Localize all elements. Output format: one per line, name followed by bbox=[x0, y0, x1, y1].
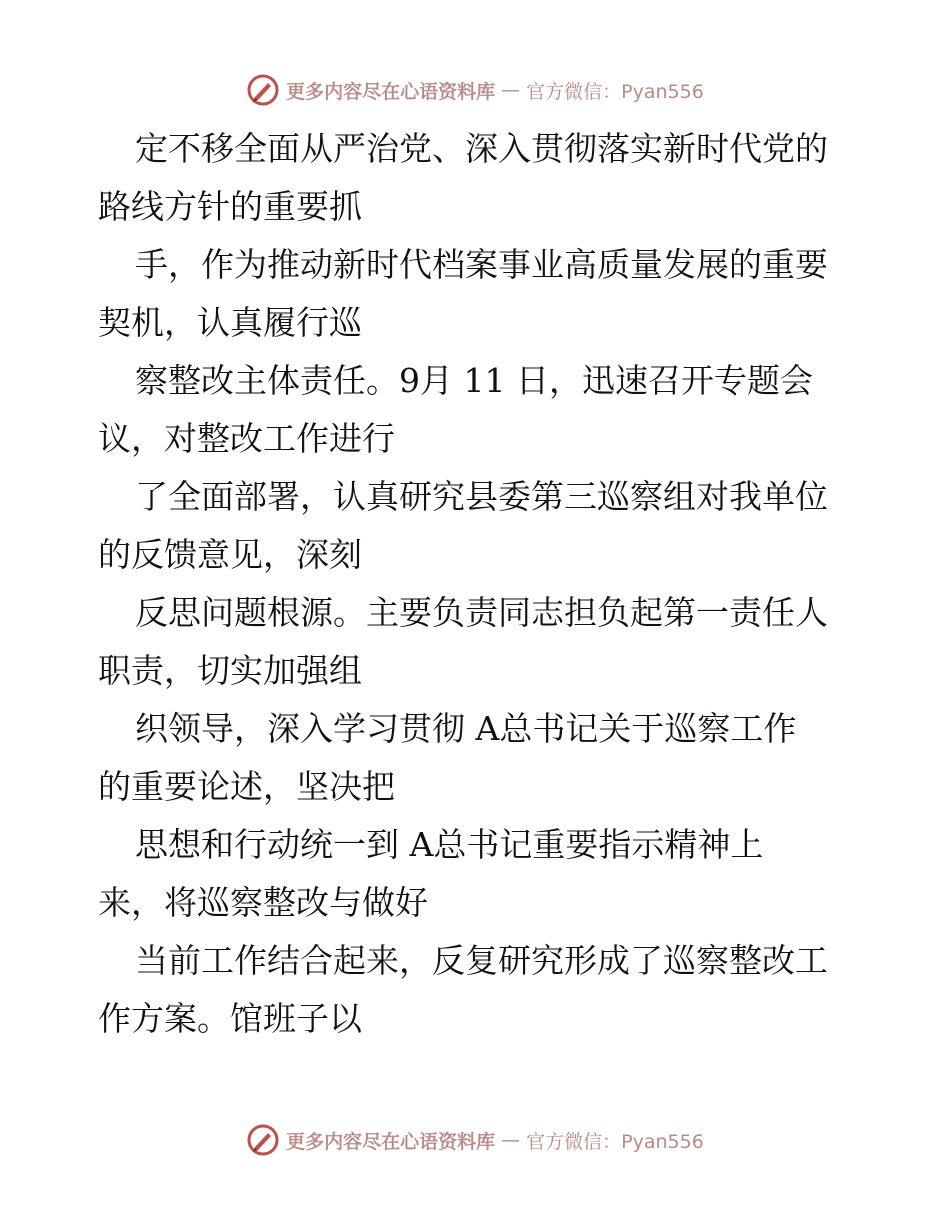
watermark-separator: — bbox=[501, 1129, 521, 1151]
watermark-contact: 官方微信：Pyan556 bbox=[526, 1130, 704, 1153]
watermark-brand: 更多内容尽在心语资料库 bbox=[286, 80, 496, 103]
watermark-brand: 更多内容尽在心语资料库 bbox=[286, 1130, 496, 1153]
paragraph bbox=[98, 584, 858, 700]
paragraph-line: 契机，认真履行巡 bbox=[98, 303, 362, 342]
pen-logo-icon bbox=[246, 1123, 280, 1157]
header-watermark bbox=[0, 70, 950, 110]
paragraph bbox=[98, 120, 858, 236]
paragraph-line: 手，作为推动新时代档案事业高质量发展的重要 bbox=[135, 245, 828, 284]
watermark-contact: 官方微信：Pyan556 bbox=[526, 80, 704, 103]
paragraph-line: 察整改主体责任。9月 11 日，迅速召开专题会 bbox=[135, 361, 813, 400]
paragraph-line: 当前工作结合起来，反复研究形成了巡察整改工 bbox=[135, 941, 828, 980]
paragraph-line: 的重要论述，坚决把 bbox=[98, 767, 395, 806]
paragraph-line: 了全面部署，认真研究县委第三巡察组对我单位 bbox=[135, 477, 828, 516]
paragraph bbox=[98, 236, 858, 352]
paragraph-line: 定不移全面从严治党、深入贯彻落实新时代党的 bbox=[135, 129, 828, 168]
watermark-separator: — bbox=[501, 79, 521, 101]
paragraph bbox=[98, 700, 858, 816]
document-body bbox=[98, 120, 858, 1048]
paragraph-line: 路线方针的重要抓 bbox=[98, 187, 362, 226]
paragraph-line: 作方案。馆班子以 bbox=[98, 999, 362, 1038]
pen-logo-icon bbox=[246, 73, 280, 107]
paragraph-line: 来，将巡察整改与做好 bbox=[98, 883, 428, 922]
paragraph-line: 的反馈意见，深刻 bbox=[98, 535, 362, 574]
paragraph-line: 思想和行动统一到 A总书记重要指示精神上 bbox=[135, 825, 764, 864]
paragraph bbox=[98, 468, 858, 584]
footer-watermark bbox=[0, 1120, 950, 1160]
paragraph-line: 职责，切实加强组 bbox=[98, 651, 362, 690]
paragraph bbox=[98, 932, 858, 1048]
paragraph bbox=[98, 352, 858, 468]
paragraph-line: 反思问题根源。主要负责同志担负起第一责任人 bbox=[135, 593, 828, 632]
paragraph-line: 织领导，深入学习贯彻 A总书记关于巡察工作 bbox=[135, 709, 797, 748]
paragraph-line: 议，对整改工作进行 bbox=[98, 419, 395, 458]
paragraph bbox=[98, 816, 858, 932]
